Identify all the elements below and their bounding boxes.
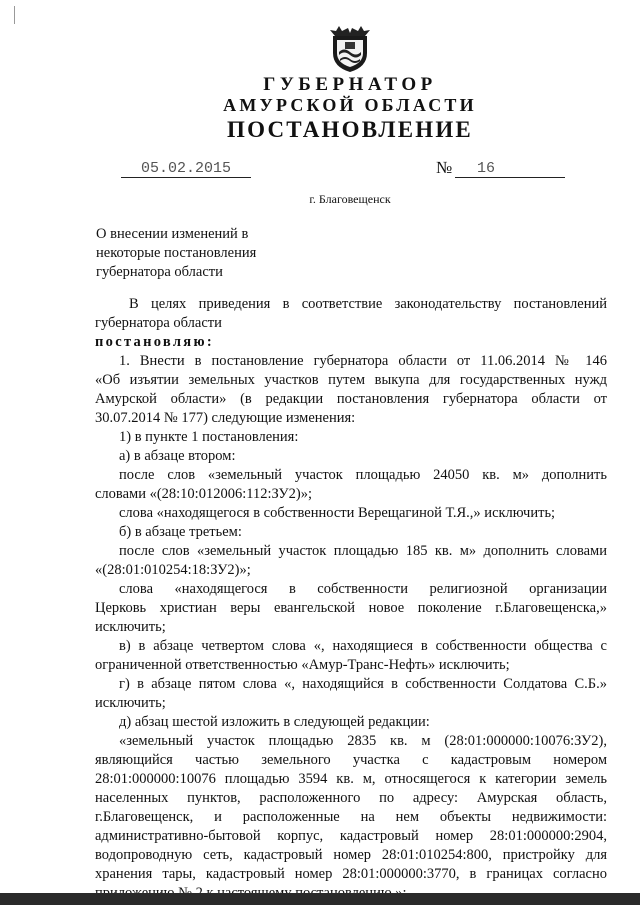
body-line: после слов «земельный участок площадью 185 кв. м» дополнить словами xyxy=(119,543,607,559)
scan-bottom-edge xyxy=(0,893,640,905)
document-date: 05.02.2015 xyxy=(121,160,251,178)
city-line: г. Благовещенск xyxy=(309,192,391,206)
body-line: хранения тары, кадастровый номер 28:01:000000:3770, в границах согласно xyxy=(95,866,607,882)
body-line: являющийся частью земельного участка с кадастровым номером xyxy=(95,752,607,768)
body-line: исключить; xyxy=(95,695,166,711)
coat-of-arms-emblem xyxy=(327,22,373,74)
region-title: АМУРСКОЙ ОБЛАСТИ xyxy=(223,95,477,115)
subject-line: губернатора области xyxy=(96,264,223,280)
body-line: б) в абзаце третьем: xyxy=(119,524,242,540)
body-line: исключить; xyxy=(95,619,166,635)
body-line: «Об изъятии земельных участков путем выкупа для государственных нужд xyxy=(95,372,607,388)
body-line: в) в абзаце четвертом слова «, находящиеся в собственности общества с xyxy=(119,638,607,654)
body-line: г.Благовещенск, и расположенные на нем объекты недвижимости: xyxy=(95,809,607,825)
body-line: губернатора области xyxy=(95,315,222,331)
document-type-title: ПОСТАНОВЛЕНИЕ xyxy=(227,117,473,142)
body-line: после слов «земельный участок площадью 24050 кв. м» дополнить xyxy=(119,467,607,483)
body-line: слова «находящегося в собственности религиозной организации xyxy=(119,581,607,597)
body-line: административно-бытовой корпус, кадастровый номер 28:01:000000:2904, xyxy=(95,828,607,844)
governor-title: ГУБЕРНАТОР xyxy=(263,74,437,95)
body-line: г) в абзаце пятом слова «, находящийся в собственности Солдатова С.Б.» xyxy=(119,676,607,692)
document-number: 16 xyxy=(455,160,565,178)
body-line: ограниченной ответственностью «Амур-Транс-Нефть» исключить; xyxy=(95,657,510,673)
body-line: населенных пунктов, расположенного по адресу: Амурская область, xyxy=(95,790,607,806)
subject-line: О внесении изменений в xyxy=(96,226,249,242)
body-line: «земельный участок площадью 2835 кв. м (28:01:000000:10076:ЗУ2), xyxy=(119,733,607,749)
body-line: а) в абзаце втором: xyxy=(119,448,236,464)
body-line: 30.07.2014 № 177) следующие изменения: xyxy=(95,410,356,426)
number-sign: № xyxy=(436,158,453,177)
body-line: словами «(28:10:012006:112:ЗУ2)»; xyxy=(95,486,313,502)
body-line: Церковь христиан веры евангельской новое поколение г.Благовещенска,» xyxy=(95,600,607,616)
document-body xyxy=(95,295,607,903)
body-line: В целях приведения в соответствие законодательству постановлений xyxy=(129,296,607,312)
document-subject xyxy=(96,225,256,282)
subject-line: некоторые постановления xyxy=(96,245,257,261)
scan-artifact xyxy=(14,6,15,24)
body-line: 1. Внести в постановление губернатора области от 11.06.2014 № 146 xyxy=(119,353,607,369)
body-line: 28:01:000000:10076 площадью 3594 кв. м, относящегося к категории земель xyxy=(95,771,607,787)
body-line: водопроводную сеть, кадастровый номер 28:01:010254:800, пристройку для xyxy=(95,847,607,863)
body-line: д) абзац шестой изложить в следующей редакции: xyxy=(119,714,430,730)
body-line: Амурской области» (в редакции постановления губернатора области от xyxy=(95,391,607,407)
body-line: слова «находящегося в собственности Верещагиной Т.Я.,» исключить; xyxy=(119,505,556,521)
body-line: «(28:01:010254:18:ЗУ2)»; xyxy=(95,562,251,578)
resolution-keyword: постановляю: xyxy=(95,334,214,350)
body-line: 1) в пункте 1 постановления: xyxy=(119,429,299,445)
